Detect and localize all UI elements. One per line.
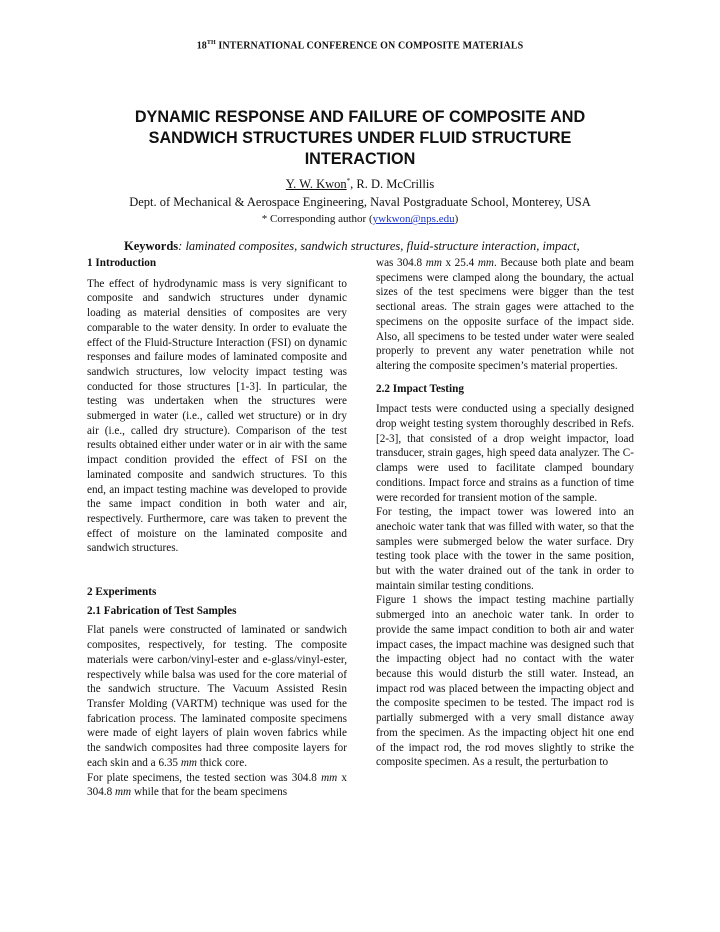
continuation-text: was 304.8 <box>376 257 426 269</box>
plate-text: For plate specimens, the tested section was 304.8 <box>87 771 322 784</box>
subsection-heading-impact-testing: 2.2 Impact Testing <box>376 382 464 395</box>
header-superscript: TH <box>206 40 216 46</box>
corresponding-prefix: * Corresponding author ( <box>261 213 373 225</box>
section-heading-introduction: 1 Introduction <box>87 257 157 269</box>
subsection-heading-fabrication: 2.1 Fabrication of Test Samples <box>87 604 237 617</box>
impact-testing-paragraph: Impact tests were conducted using a specially designed drop weight testing system thoroughly described in Refs. [2-3], that consisted of a drop weight impactor, load transducer, strain gages, high speed data analyzer. The C-clamps were used to facilitate clamped boundary conditions. Impact force and strains as a function of time were recorded for transient motion of the sample. <box>376 403 634 504</box>
author-list <box>0 177 720 192</box>
testing-procedure-paragraph: For testing, the impact tower was lowered into an anechoic water tank that was filled with water, so that the samples were submerged below the water surface. Dry testing took place with the tower in the same position, but with the water drained out of the tank in order to maintain similar testing conditions. <box>376 506 634 592</box>
introduction-paragraph: The effect of hydrodynamic mass is very significant to composite and sandwich structures under dynamic loading as material densities of composites are very comparable to the water density. In order to evaluate the effect of the Fluid-Structure Interaction (FSI) on dynamic responses and failure modes of laminated composite and sandwich structures, low velocity impact testing was conducted for those structures [1-3]. In particular, the testing was undertaken when the structures were submerged in water (i.e., called wet structure) or in dry air (i.e., called dry structure). Comparison of the test results obtained either under water or in air with the same impact condition provided the effect of FSI on the laminated composite and sandwich structures. To this end, an impact testing machine was developed to provide the same impact condition in both water and air, respectively. Furthermore, care was taken to prevent the effect of moisture on the laminated composite and sandwich structures. <box>87 277 347 555</box>
title-line: INTERACTION <box>304 150 416 168</box>
continuation-text: . Because both plate and beam specimens were clamped along the boundary, the actual sizes of the test specimens were bigger than the test sectional areas. The strain gages were attached to the specimens on the opposite surface of the impact side. Also, all specimens to be tested under water were sealed properly to prevent any water penetration while not altering the composite specimen’s material properties. <box>376 257 634 372</box>
email-link[interactable]: ywkwon@nps.edu <box>372 213 455 225</box>
fabrication-text: Flat panels were constructed of laminated or sandwich composites, respectively, for testing. The composite materials were carbon/vinyl-ester and e-glass/vinyl-ester, respectively while balsa was used for the core material of the sandwich structure. The Vacuum Assisted Resin Transfer Molding (VARTM) technique was used for the fabrication process. The laminated composite specimens were made of eight layers of plain woven fabrics while the sandwich composites had three composite layers for each skin and a 6.35 <box>87 624 347 769</box>
left-column <box>87 256 347 800</box>
fabrication-text-end: thick core. <box>197 756 248 769</box>
keywords <box>124 239 580 254</box>
right-column <box>376 256 634 770</box>
corresponding-mark: * <box>346 177 351 185</box>
paper-title <box>100 107 620 170</box>
keywords-text: : laminated composites, sandwich structures, fluid-structure interaction, impact, <box>178 239 580 253</box>
header-ordinal: 18 <box>196 40 207 52</box>
corresponding-suffix: ) <box>454 213 459 225</box>
unit-mm: mm <box>114 786 132 799</box>
plate-text: x 304.8 <box>87 771 348 799</box>
specimen-continuation-paragraph <box>376 256 634 374</box>
corresponding-author <box>0 213 720 225</box>
title-line: SANDWICH STRUCTURES UNDER FLUID STRUCTURE <box>148 129 572 147</box>
affiliation: Dept. of Mechanical & Aerospace Engineering, Naval Postgraduate School, Monterey, USA <box>129 195 591 209</box>
continuation-text: x 25.4 <box>441 257 478 269</box>
unit-mm: mm <box>321 771 338 784</box>
plate-specimen-paragraph <box>87 771 347 800</box>
keywords-label: Keywords <box>124 239 179 253</box>
unit-mm: mm <box>180 756 197 769</box>
header-text: INTERNATIONAL CONFERENCE ON COMPOSITE MATERIALS <box>215 40 524 52</box>
author-kwon: Y. W. Kwon <box>285 177 347 192</box>
section-heading-experiments: 2 Experiments <box>87 586 157 599</box>
fabrication-paragraph <box>87 623 347 770</box>
unit-mm: mm <box>425 257 442 269</box>
unit-mm: mm <box>477 257 494 269</box>
author-mccrillis: , R. D. McCrillis <box>350 177 435 192</box>
plate-text: while that for the beam specimens <box>131 786 288 799</box>
figure-description-paragraph: Figure 1 shows the impact testing machine partially submerged into an anechoic water tank. In order to provide the same impact condition to both air and water impact cases, the impact machine was designed such that the impacting object had no contact with the water because this would disturb the still water. Instead, an impact rod was placed between the impacting object and the composite specimen to be tested. The impact rod is partially submerged with a very small distance away from the specimen. As the impacting object hit one end of the impact rod, the rod moves slightly to strike the composite specimen. As a result, the perturbation to <box>376 594 634 769</box>
conference-header <box>0 40 720 51</box>
title-line: DYNAMIC RESPONSE AND FAILURE OF COMPOSITE AND <box>134 108 586 126</box>
